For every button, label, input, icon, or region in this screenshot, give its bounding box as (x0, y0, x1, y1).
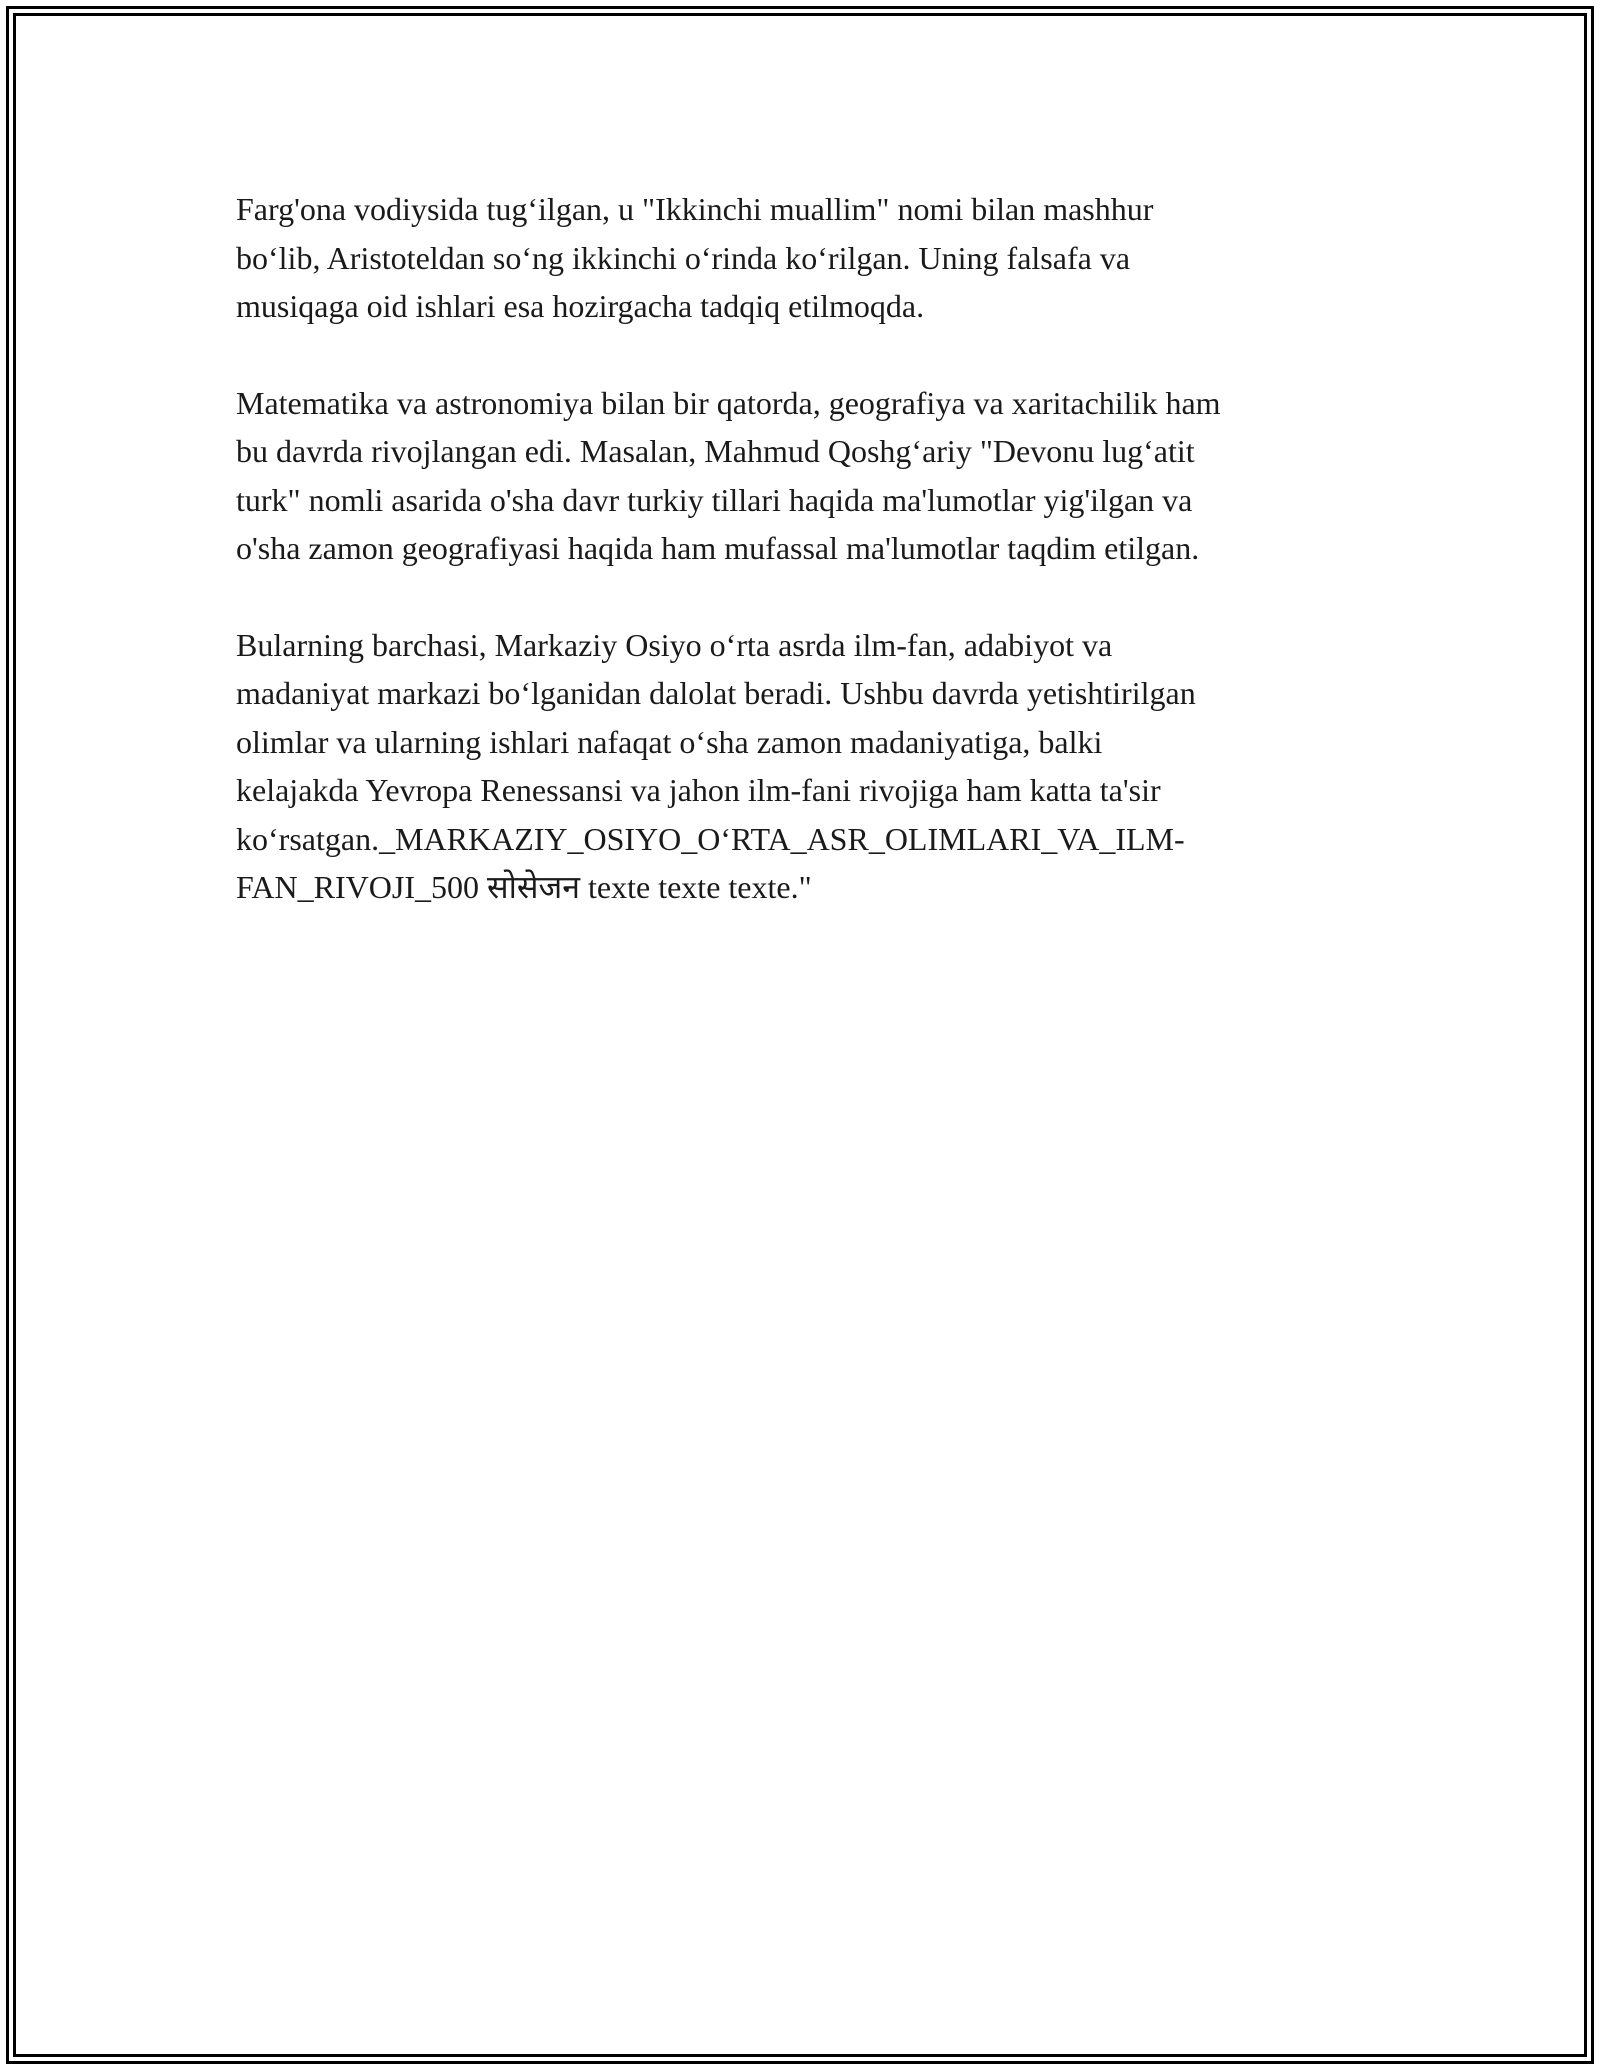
paragraph-2: Matematika va astronomiya bilan bir qatorda, geografiya va xaritachilik ham bu davrda rivojlangan edi. Masalan, Mahmud Qoshg‘ariy "Devonu lug‘atit turk" nomli asarida o'sha davr turkiy tillari haqida ma'lumotlar yig'ilgan va o'sha zamon geografiyasi haqida ham mufassal ma'lumotlar taqdim etilgan. (236, 384, 1221, 566)
paragraph-3: Bularning barchasi, Markaziy Osiyo o‘rta asrda ilm-fan, adabiyot va madaniyat markazi bo‘lganidan dalolat beradi. Ushbu davrda yetishtirilgan olimlar va ularning ishlari nafaqat o‘sha zamon madaniyatiga, balki kelajakda Yevropa Renessansi va jahon ilm-fani rivojiga ham katta ta'sir ko‘rsatgan._MARKAZIY_OSIYO_O‘RTA_ASR_OLIMLARI_VA_ILM- FAN_RIVOJI_500 सोसेजन texte texte texte." (236, 626, 1196, 905)
paragraph-1: Farg'ona vodiysida tug‘ilgan, u "Ikkinchi muallim" nomi bilan mashhur bo‘lib, Aristoteldan so‘ng ikkinchi o‘rinda ko‘rilgan. Uning falsafa va musiqaga oid ishlari esa hozirgacha tadqiq etilmoqda. (236, 191, 1154, 324)
document-body (236, 185, 1366, 960)
